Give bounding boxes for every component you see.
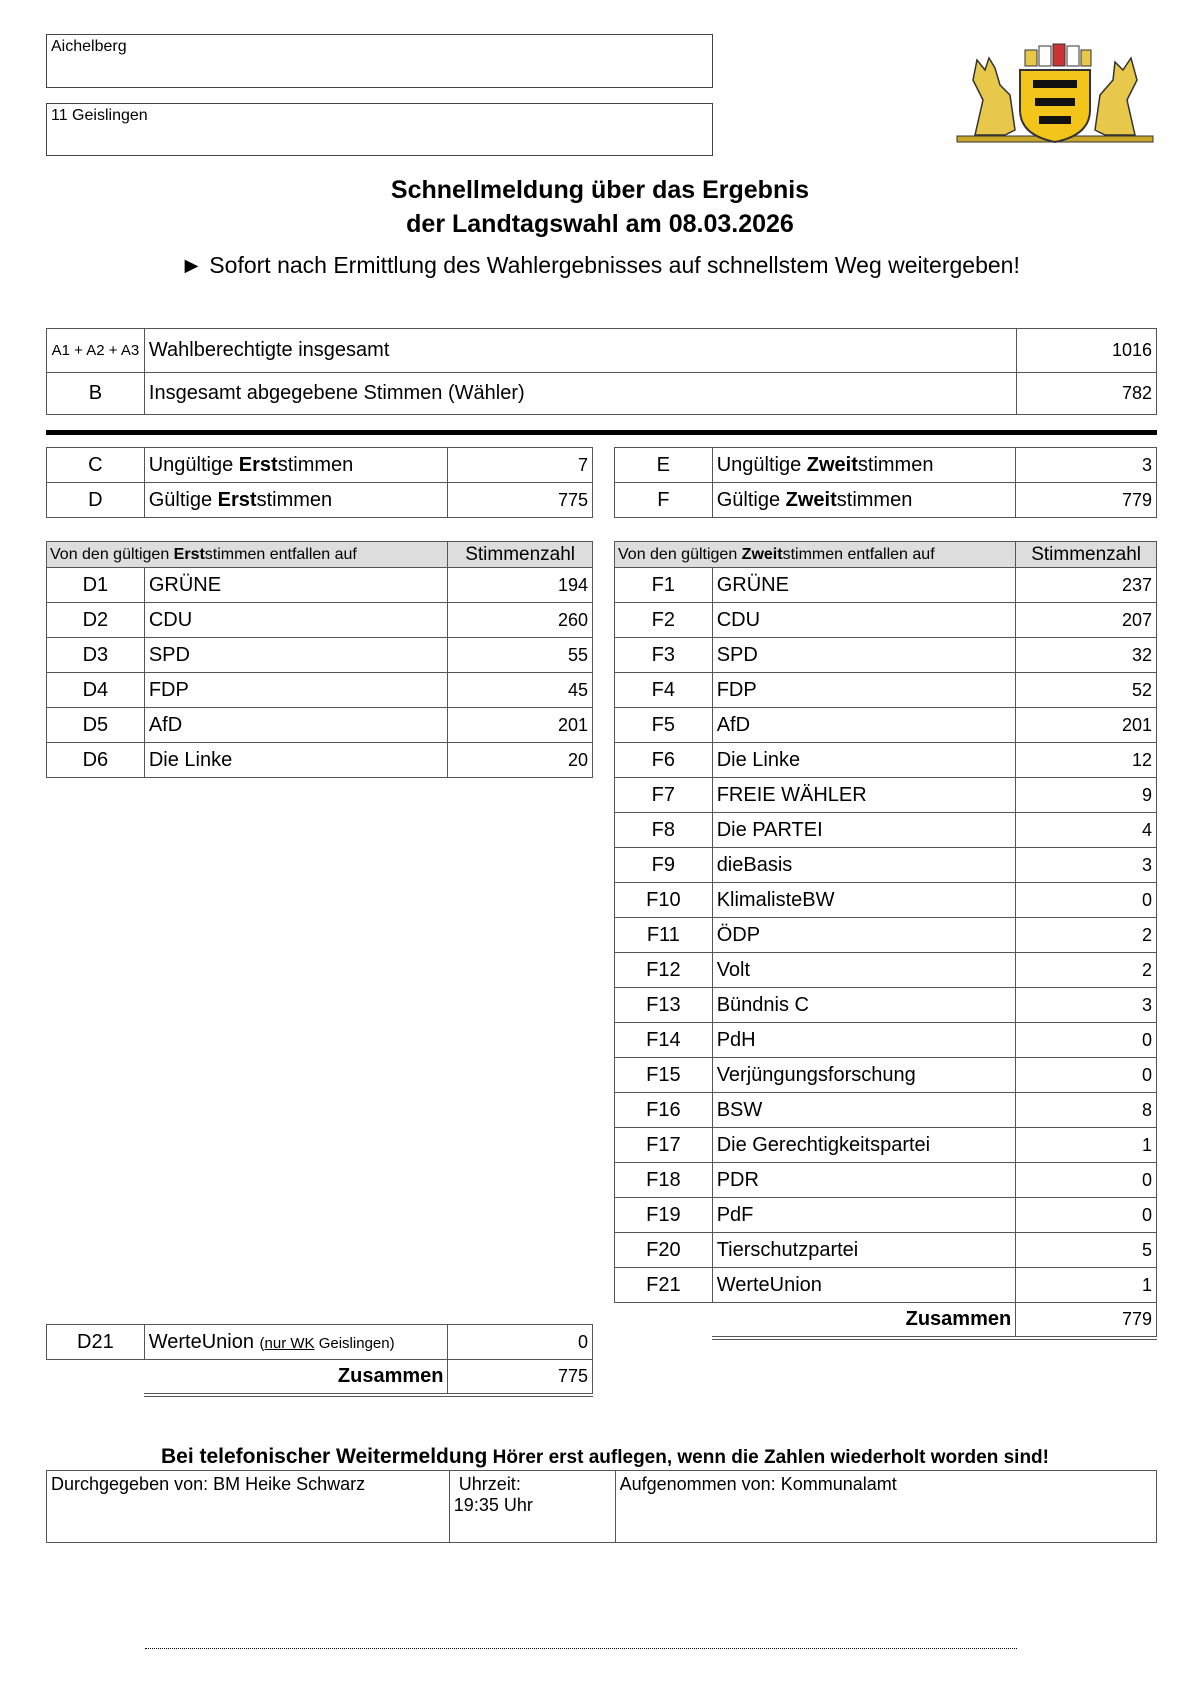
row-value: 4 <box>1016 813 1157 848</box>
row-value: 201 <box>1016 708 1157 743</box>
row-party: SPD <box>712 638 1016 673</box>
row-value: 55 <box>448 638 593 673</box>
row-party: PdH <box>712 1023 1016 1058</box>
row-value: 779 <box>1016 483 1157 518</box>
row-label: Gültige Erststimmen <box>144 483 448 518</box>
coat-of-arms-logo <box>955 40 1155 148</box>
row-value: 782 <box>1017 373 1157 415</box>
row-party: WerteUnion (nur WK Geislingen) <box>144 1325 448 1360</box>
row-code: F18 <box>615 1163 713 1198</box>
table-row <box>47 743 593 778</box>
table-row <box>615 638 1157 673</box>
table-row <box>47 603 593 638</box>
total-value: 775 <box>448 1360 593 1395</box>
table-row <box>47 673 593 708</box>
zweit-party-table <box>614 541 1157 1340</box>
table-header-row <box>615 542 1157 568</box>
row-code: F2 <box>615 603 713 638</box>
municipality-value: Aichelberg <box>51 38 127 55</box>
row-code: F21 <box>615 1268 713 1303</box>
row-value: 201 <box>448 708 593 743</box>
row-value: 20 <box>448 743 593 778</box>
row-code: F3 <box>615 638 713 673</box>
phone-notice: Bei telefonischer Weitermeldung Hörer erst auflegen, wenn die Zahlen wiederholt worden sind! <box>160 1445 1049 1468</box>
title-line2: der Landtagswahl am 08.03.2026 <box>406 210 794 238</box>
row-party: dieBasis <box>712 848 1016 883</box>
instruction-text: ► Sofort nach Ermittlung des Wahlergebnisses auf schnellstem Weg weitergeben! <box>180 252 1020 278</box>
table-row <box>615 568 1157 603</box>
row-value: 45 <box>448 673 593 708</box>
row-party: FDP <box>144 673 447 708</box>
row-party: ÖDP <box>712 918 1016 953</box>
table-row <box>615 1233 1157 1268</box>
column-header-count: Stimmenzahl <box>1016 542 1157 568</box>
row-code: F <box>615 483 713 518</box>
row-code: D3 <box>47 638 145 673</box>
table-row <box>615 883 1157 918</box>
row-value: 3 <box>1016 848 1157 883</box>
row-value: 5 <box>1016 1233 1157 1268</box>
row-value: 2 <box>1016 918 1157 953</box>
divider <box>46 430 1157 435</box>
row-value: 775 <box>448 483 593 518</box>
row-code: F15 <box>615 1058 713 1093</box>
row-party: Verjüngungsforschung <box>712 1058 1016 1093</box>
table-row <box>615 483 1157 518</box>
row-code: C <box>47 448 145 483</box>
row-code: F14 <box>615 1023 713 1058</box>
table-row <box>615 1198 1157 1233</box>
row-code: E <box>615 448 713 483</box>
row-party: PDR <box>712 1163 1016 1198</box>
row-party: Tierschutzpartei <box>712 1233 1016 1268</box>
row-party: SPD <box>144 638 447 673</box>
row-code: F8 <box>615 813 713 848</box>
row-label: Insgesamt abgegebene Stimmen (Wähler) <box>144 373 1016 415</box>
row-party: BSW <box>712 1093 1016 1128</box>
row-code: F10 <box>615 883 713 918</box>
row-party: Die Linke <box>712 743 1016 778</box>
row-party: CDU <box>712 603 1016 638</box>
zweit-validity-table <box>614 447 1157 518</box>
table-row <box>615 1058 1157 1093</box>
row-value: 260 <box>448 603 593 638</box>
row-value: 1016 <box>1017 329 1157 373</box>
time-field: Uhrzeit: 19:35 Uhr <box>449 1471 615 1543</box>
row-value: 2 <box>1016 953 1157 988</box>
row-value: 0 <box>1016 1023 1157 1058</box>
row-party: AfD <box>144 708 447 743</box>
row-value: 0 <box>1016 1198 1157 1233</box>
row-party: AfD <box>712 708 1016 743</box>
erst-total-table <box>46 1324 593 1397</box>
row-value: 207 <box>1016 603 1157 638</box>
row-value: 0 <box>448 1325 593 1360</box>
row-party: Die Gerechtigkeitspartei <box>712 1128 1016 1163</box>
district-field <box>46 103 713 156</box>
row-party: FDP <box>712 673 1016 708</box>
column-header-party: Von den gültigen Zweitstimmen entfallen auf <box>615 542 1016 568</box>
table-row <box>615 1163 1157 1198</box>
row-code: F4 <box>615 673 713 708</box>
row-value: 3 <box>1016 988 1157 1023</box>
row-code: F5 <box>615 708 713 743</box>
table-row <box>615 743 1157 778</box>
table-row <box>615 708 1157 743</box>
row-label: Gültige Zweitstimmen <box>712 483 1016 518</box>
row-party: Bündnis C <box>712 988 1016 1023</box>
table-row <box>615 603 1157 638</box>
row-party: GRÜNE <box>144 568 447 603</box>
row-code: D2 <box>47 603 145 638</box>
row-code: F9 <box>615 848 713 883</box>
table-row <box>47 483 593 518</box>
row-value: 194 <box>448 568 593 603</box>
table-row <box>615 848 1157 883</box>
row-party: Volt <box>712 953 1016 988</box>
table-row <box>615 918 1157 953</box>
row-code: D <box>47 483 145 518</box>
table-row <box>615 778 1157 813</box>
total-label: Zusammen <box>712 1303 1016 1338</box>
row-party: FREIE WÄHLER <box>712 778 1016 813</box>
sender-field: Durchgegeben von: BM Heike Schwarz <box>47 1471 450 1543</box>
table-row <box>615 1093 1157 1128</box>
row-code: D1 <box>47 568 145 603</box>
row-party: WerteUnion <box>712 1268 1016 1303</box>
row-party: KlimalisteBW <box>712 883 1016 918</box>
table-row <box>615 953 1157 988</box>
table-row <box>47 1471 1157 1543</box>
row-value: 32 <box>1016 638 1157 673</box>
row-value: 0 <box>1016 883 1157 918</box>
row-value: 1 <box>1016 1128 1157 1163</box>
table-row <box>615 1023 1157 1058</box>
total-value: 779 <box>1016 1303 1157 1338</box>
municipality-field <box>46 34 713 88</box>
erst-validity-table <box>46 447 593 518</box>
column-header-count: Stimmenzahl <box>448 542 593 568</box>
row-value: 8 <box>1016 1093 1157 1128</box>
row-party: Die PARTEI <box>712 813 1016 848</box>
row-code: F13 <box>615 988 713 1023</box>
total-label: Zusammen <box>144 1360 448 1395</box>
total-row <box>615 1303 1157 1338</box>
title-line1: Schnellmeldung über das Ergebnis <box>390 176 810 204</box>
row-code: A1 + A2 + A3 <box>47 329 145 373</box>
row-code: F11 <box>615 918 713 953</box>
table-row <box>47 568 593 603</box>
table-row <box>47 329 1157 373</box>
table-row <box>615 1268 1157 1303</box>
row-code: D21 <box>47 1325 145 1360</box>
row-value: 0 <box>1016 1163 1157 1198</box>
row-value: 0 <box>1016 1058 1157 1093</box>
column-header-party: Von den gültigen Erststimmen entfallen auf <box>47 542 448 568</box>
row-code: F17 <box>615 1128 713 1163</box>
row-code: B <box>47 373 145 415</box>
transmission-table <box>46 1470 1157 1543</box>
table-row <box>615 673 1157 708</box>
row-value: 12 <box>1016 743 1157 778</box>
row-value: 237 <box>1016 568 1157 603</box>
row-code: F6 <box>615 743 713 778</box>
summary-table <box>46 328 1157 415</box>
row-party: Die Linke <box>144 743 447 778</box>
row-value: 1 <box>1016 1268 1157 1303</box>
erst-party-table <box>46 541 593 778</box>
district-value: 11 Geislingen <box>51 107 148 124</box>
row-value: 52 <box>1016 673 1157 708</box>
row-party: PdF <box>712 1198 1016 1233</box>
row-code: D6 <box>47 743 145 778</box>
table-row <box>47 448 593 483</box>
table-row <box>615 988 1157 1023</box>
row-code: D4 <box>47 673 145 708</box>
row-code: F20 <box>615 1233 713 1268</box>
row-value: 3 <box>1016 448 1157 483</box>
row-code: F12 <box>615 953 713 988</box>
table-row <box>47 1325 593 1360</box>
table-row <box>47 373 1157 415</box>
row-value: 9 <box>1016 778 1157 813</box>
row-code: F16 <box>615 1093 713 1128</box>
row-code: F19 <box>615 1198 713 1233</box>
table-row <box>615 813 1157 848</box>
table-row <box>615 1128 1157 1163</box>
signature-line <box>145 1648 1017 1649</box>
row-party: CDU <box>144 603 447 638</box>
row-label: Wahlberechtigte insgesamt <box>144 329 1016 373</box>
row-label: Ungültige Erststimmen <box>144 448 448 483</box>
row-code: D5 <box>47 708 145 743</box>
row-value: 7 <box>448 448 593 483</box>
total-row <box>47 1360 593 1395</box>
receiver-field: Aufgenommen von: Kommunalamt <box>615 1471 1156 1543</box>
table-row <box>47 638 593 673</box>
table-header-row <box>47 542 593 568</box>
table-row <box>47 708 593 743</box>
row-code: F1 <box>615 568 713 603</box>
row-party: GRÜNE <box>712 568 1016 603</box>
row-code: F7 <box>615 778 713 813</box>
time-value: 19:35 Uhr <box>453 1495 533 1515</box>
row-label: Ungültige Zweitstimmen <box>712 448 1016 483</box>
table-row <box>615 448 1157 483</box>
